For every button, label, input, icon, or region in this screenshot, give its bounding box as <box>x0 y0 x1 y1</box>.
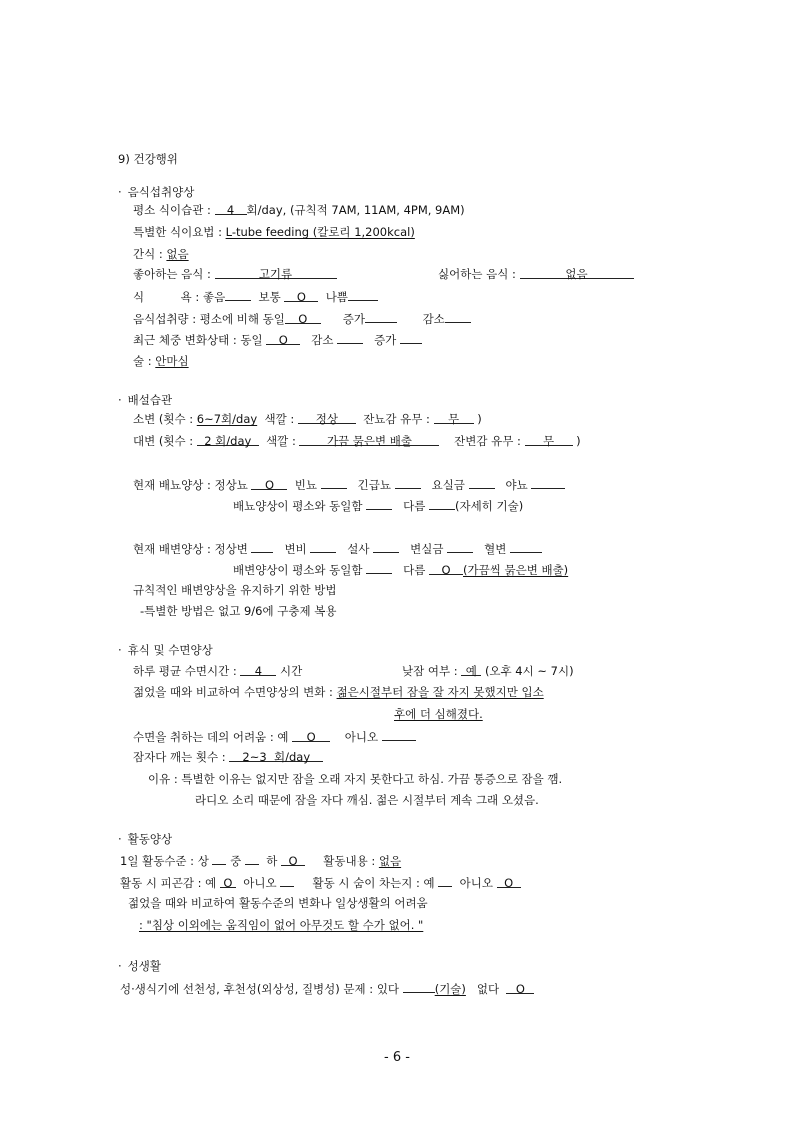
bullet: · <box>118 393 122 407</box>
label: 감소 <box>422 312 445 326</box>
label: 소변 (횟수 : <box>133 412 194 426</box>
sleep-avg-value: 4 <box>240 663 276 676</box>
diet-appetite-row <box>133 288 378 305</box>
blank <box>445 310 471 323</box>
label: 증가 <box>374 333 397 347</box>
label: 증가 <box>342 312 365 326</box>
nap-value: 예 <box>461 663 481 676</box>
label: 회/day, (규칙적 7AM, 11AM, 4PM, 9AM) <box>246 203 465 217</box>
label: 간식 : <box>133 247 163 261</box>
sexual-row <box>120 980 534 997</box>
label: 활동 시 피곤감 : 예 <box>120 876 217 890</box>
label: 배뇨양상이 평소와 동일함 <box>233 499 363 513</box>
diet-heading <box>118 184 194 200</box>
label: 특별한 식이요법 : <box>133 225 222 239</box>
label: 색깔 : <box>264 412 295 426</box>
label: 긴급뇨 <box>357 478 391 492</box>
blank <box>321 476 347 489</box>
sleep-reason-2: 라디오 소리 때문에 잠을 자다 깨심. 젊은 시절부터 계속 그래 오셨음. <box>195 793 539 807</box>
label: 젊었을 때와 비교하여 수면양상의 변화 : <box>133 685 333 699</box>
diet-dislikes-row <box>438 266 634 282</box>
activity-compare-value: : "침상 이외에는 움직임이 없어 아무것도 할 수가 없어. " <box>139 918 424 932</box>
label: 잔뇨감 유무 : <box>363 412 430 426</box>
method-label: 규칙적인 배변양상을 유지하기 위한 방법 <box>133 583 337 597</box>
diet-likes-row <box>133 266 337 282</box>
stool-status-row <box>133 540 542 557</box>
label: 다름 <box>403 563 426 577</box>
label: 배변양상이 평소와 동일함 <box>233 563 363 577</box>
label: ) <box>576 434 581 448</box>
heading-text: 성생활 <box>127 959 161 973</box>
label: 1일 활동수준 : 상 <box>120 854 209 868</box>
label: 아니오 <box>243 876 277 890</box>
label: (자세히 기술) <box>455 499 524 513</box>
blank <box>373 540 399 553</box>
label: 변비 <box>284 542 307 556</box>
label: 야뇨 <box>505 478 528 492</box>
sleep-avg-row <box>133 663 302 679</box>
blank <box>510 540 542 553</box>
label: 수면을 취하는 데의 어려움 : 예 <box>133 730 289 744</box>
urine-residual: 무 <box>434 411 474 424</box>
label: 식 욕 : <box>133 290 200 304</box>
label: 음식섭취량 : 평소에 비해 동일 <box>133 312 285 326</box>
stool-count: 2 회/day <box>197 433 259 446</box>
label: 색깔 : <box>266 434 296 448</box>
label: 좋음 <box>202 290 226 304</box>
label: 현재 배뇨양상 : 정상뇨 <box>133 478 248 492</box>
heading-text: 배설습관 <box>127 393 173 407</box>
none-mark: O <box>506 981 534 994</box>
special-value: L-tube feeding (칼로리 1,200kcal) <box>225 225 415 239</box>
label: 아니오 <box>459 876 493 890</box>
label: 나쁨 <box>325 290 348 304</box>
label: 싫어하는 음식 : <box>438 267 516 281</box>
label: 시간 <box>280 664 303 678</box>
stool-residual: 무 <box>525 433 573 446</box>
diet-snack-row <box>133 246 189 262</box>
wake-row <box>133 749 323 765</box>
label: 감소 <box>311 333 334 347</box>
label: 하 <box>266 854 278 868</box>
label: 잠자다 깨는 횟수 : <box>133 750 226 764</box>
blank <box>469 476 495 489</box>
blank <box>438 874 452 887</box>
blank <box>366 561 392 574</box>
label: 중 <box>230 854 242 868</box>
label: 설사 <box>347 542 370 556</box>
nap-row <box>402 663 574 679</box>
alcohol-value: 안마심 <box>155 354 189 368</box>
urine-color: 정상 <box>298 411 356 424</box>
level-low-mark: O <box>281 853 305 866</box>
urine-pattern-row <box>233 497 523 514</box>
weight-same-mark: O <box>266 332 300 345</box>
dislikes-value: 없음 <box>520 266 634 279</box>
activity-content-value: 없음 <box>378 854 402 868</box>
stool-pattern-row <box>233 561 568 578</box>
label: 평소 식이습관 : <box>133 203 211 217</box>
label: 없다 <box>476 982 500 996</box>
label: 성·생식기에 선천성, 후천성(외상성, 질병성) 문제 : 있다 <box>120 982 400 996</box>
stool-color: 가끔 묽은변 배출 <box>299 433 439 446</box>
blank <box>212 852 226 865</box>
page-number: - 6 - <box>384 1050 410 1065</box>
sleep-reason-1: 이유 : 특별한 이유는 없지만 잠을 오래 자지 못한다고 하심. 가끔 통증으로 잠을 깸. <box>148 772 563 786</box>
sleep-difficulty-row <box>133 728 416 745</box>
activity-fatigue-row <box>120 874 521 891</box>
sexual-describe: (기술) <box>434 982 466 996</box>
sleep-change-value-1: 젊은시절부터 잠을 잘 자지 못했지만 입소 <box>336 685 544 699</box>
intake-same-mark: O <box>285 311 321 324</box>
blank <box>366 497 392 510</box>
label: 하루 평균 수면시간 : <box>133 664 237 678</box>
sleep-change-row <box>133 684 544 700</box>
likes-value: 고기류 <box>215 266 337 279</box>
blank <box>531 476 565 489</box>
diet-weight-row <box>133 331 422 348</box>
blank <box>400 331 422 344</box>
blank <box>337 331 363 344</box>
label: 활동내용 : <box>323 854 376 868</box>
fatigue-yes-mark: O <box>220 875 236 888</box>
label: 보통 <box>258 290 281 304</box>
label: 다름 <box>403 499 426 513</box>
blank <box>395 476 421 489</box>
heading-text: 활동양상 <box>127 832 173 846</box>
label: 아니오 <box>344 730 379 744</box>
label: 변실금 <box>410 542 444 556</box>
heading-text: 휴식 및 수면양상 <box>127 643 213 657</box>
blank <box>310 540 336 553</box>
bullet: · <box>118 185 122 199</box>
label: 활동 시 숨이 차는지 : 예 <box>312 876 435 890</box>
label: 요실금 <box>431 478 465 492</box>
activity-heading <box>118 831 172 847</box>
label: 잔변감 유무 : <box>454 434 521 448</box>
breath-no-mark: O <box>497 875 521 888</box>
section-title: 9) 건강행위 <box>118 152 178 166</box>
activity-compare-label: 젊었을 때와 비교하여 활동수준의 변화나 일상생활의 어려움 <box>128 896 428 910</box>
appetite-normal-mark: O <box>284 289 318 302</box>
difficulty-yes-mark: O <box>292 729 330 742</box>
habit-count: 4 <box>215 202 247 215</box>
heading-text: 음식섭취양상 <box>127 185 195 199</box>
diet-alcohol-row <box>133 353 189 369</box>
bullet: · <box>118 643 122 657</box>
blank <box>245 852 259 865</box>
blank <box>429 497 455 510</box>
wake-value: 2~3 회/day <box>229 749 323 762</box>
label: 좋아하는 음식 : <box>133 267 211 281</box>
label: 낮잠 여부 : <box>402 664 458 678</box>
label: ) <box>477 412 482 426</box>
diet-intake-row <box>133 310 471 327</box>
blank <box>225 288 251 301</box>
stool-pattern-diff-mark: O <box>429 562 463 575</box>
label: (오후 4시 ~ 7시) <box>484 664 574 678</box>
blank <box>447 540 473 553</box>
label: 빈뇨 <box>294 478 318 492</box>
bullet: · <box>118 959 122 973</box>
label: 최근 체중 변화상태 : 동일 <box>133 333 263 347</box>
blank <box>403 980 435 993</box>
blank <box>251 540 273 553</box>
blank <box>382 728 416 741</box>
stool-pattern-detail: (가끔씩 묽은변 배출) <box>463 563 569 577</box>
blank <box>365 310 397 323</box>
stool-row <box>133 433 581 449</box>
label: 대변 (횟수 : <box>133 434 194 448</box>
blank <box>280 874 294 887</box>
urine-row <box>133 411 482 427</box>
diet-habit-row <box>133 202 465 218</box>
urine-status-row <box>133 476 565 493</box>
label: 현재 배변양상 : 정상변 <box>133 542 248 556</box>
urine-count: 6~7회/day <box>196 412 258 426</box>
sleep-change-value-2: 후에 더 심해졌다. <box>394 707 483 721</box>
urine-normal-mark: O <box>251 477 287 490</box>
snack-value: 없음 <box>166 247 189 261</box>
label: 술 : <box>133 354 152 368</box>
activity-level-row <box>120 852 401 869</box>
elimination-heading <box>118 392 172 408</box>
sleep-heading <box>118 642 213 658</box>
label: 혈변 <box>484 542 507 556</box>
method-value: -특별한 방법은 없고 9/6에 구충제 복용 <box>140 604 337 618</box>
blank <box>348 288 378 301</box>
bullet: · <box>118 832 122 846</box>
sexual-heading <box>118 958 161 974</box>
diet-special-row <box>133 224 415 240</box>
